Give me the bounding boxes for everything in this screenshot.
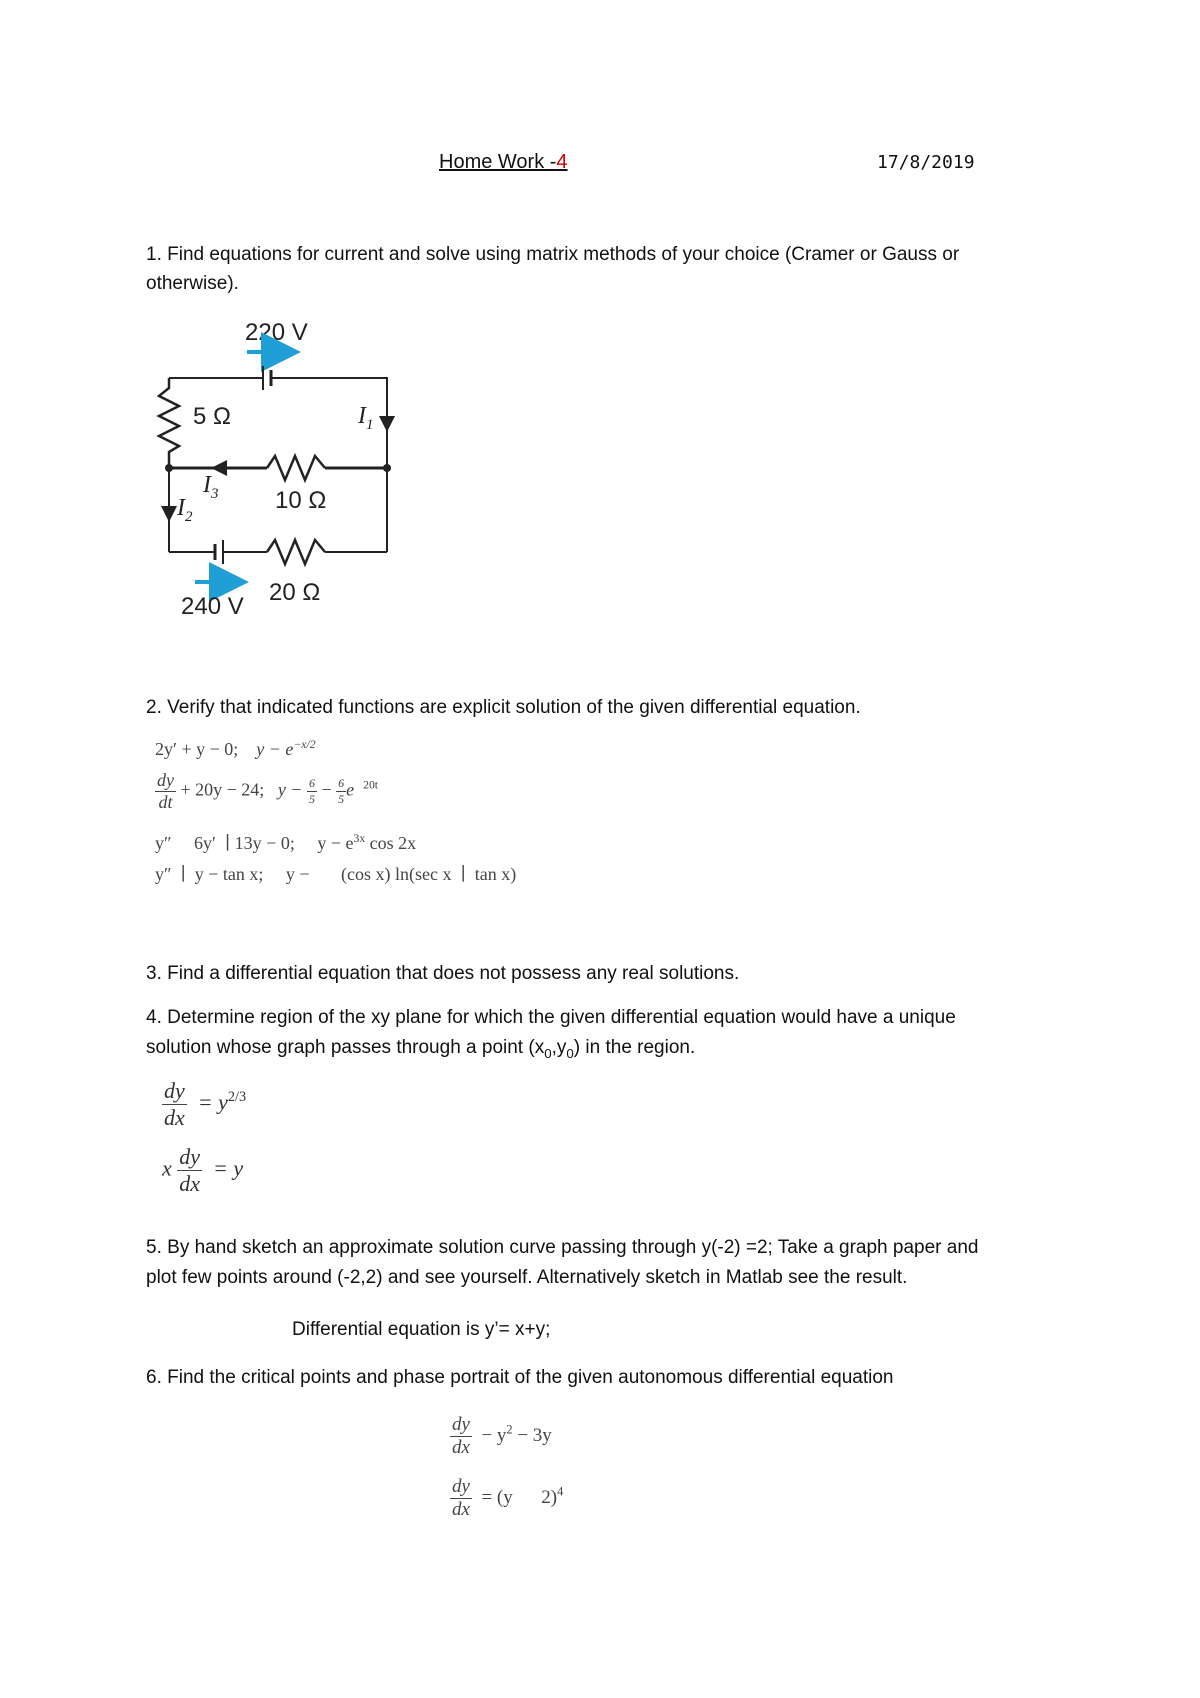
q2-eq2: [155, 770, 378, 813]
q2-eq2-e: e: [346, 779, 355, 800]
q3-text: Find a differential equation that does not possess any real solutions.: [167, 963, 740, 984]
q2-eq4: [155, 864, 516, 885]
q1-text-line1: Find equations for current and solve using matrix methods of your choice (Cramer or Gauss or: [167, 244, 960, 265]
q4-line1: [146, 1006, 956, 1030]
q6-eq2-rhs: = (y 2): [481, 1486, 558, 1508]
q6-eq1-tail: − 3y: [512, 1424, 552, 1446]
q5-text-line1: By hand sketch an approximate solution curve passing through y(-2) =2; Take a graph paper and: [167, 1237, 979, 1258]
title-prefix: Home Work -: [439, 151, 557, 173]
q6-eq1-frac: [450, 1414, 472, 1459]
q2-number: 2.: [146, 697, 162, 718]
q2-eq2-f2-den: 5: [338, 792, 345, 806]
q5-text-line2: plot few points around (-2,2) and see yourself. Alternatively sketch in Matlab see the result.: [146, 1267, 908, 1288]
resistor-10ohm: [267, 456, 325, 480]
q6-eq1-rhs: − y: [481, 1424, 507, 1446]
q2-eq2-exp: 20t: [363, 778, 379, 792]
current-i1-label: $I_1$: [358, 403, 374, 433]
q4-eq2-den: dx: [179, 1171, 201, 1196]
q4-line2-mid: ,y: [551, 1037, 567, 1058]
q4-eq1-rhs: = y: [197, 1089, 228, 1115]
q2-eq2-frac1: [307, 776, 317, 807]
q6-eq2-den: dx: [452, 1499, 470, 1520]
q6-eq1: [450, 1414, 552, 1459]
q6-eq2-num: dy: [452, 1476, 470, 1497]
resistor-5ohm-label: 5 Ω: [193, 403, 231, 430]
current-i3-label: $I_3$: [203, 472, 219, 502]
q2-eq2-num: dy: [157, 770, 174, 790]
q6-text: Find the critical points and phase portrait of the given autonomous differential equation: [167, 1367, 894, 1388]
q2-text: Verify that indicated functions are explicit solution of the given differential equation.: [167, 697, 861, 718]
q6-eq1-exp: 2: [506, 1422, 513, 1437]
q5-line1: [146, 1236, 978, 1260]
resistor-20ohm-label: 20 Ω: [269, 579, 321, 606]
resistor-10ohm-label: 10 Ω: [275, 487, 327, 514]
q4-line2-sub1: 0: [544, 1045, 552, 1061]
q4-eq1-frac: [162, 1078, 187, 1131]
q6-eq1-num: dy: [452, 1414, 470, 1435]
q2-eq2-frac2: [336, 776, 346, 807]
q2-eq2-frac: [155, 770, 176, 813]
q2-eq3: [155, 832, 416, 854]
q4-eq2-x: x: [162, 1155, 172, 1181]
q4-eq1-exp: 2/3: [227, 1089, 247, 1106]
q2-eq2-f1-den: 5: [308, 792, 315, 806]
current-i2-label: $I_2$: [177, 495, 193, 525]
q2-eq2-den: dt: [158, 792, 173, 812]
circuit-diagram: [145, 310, 405, 620]
q2-eq3-main: y″ 6y′ ∣ 13y − 0; y − e: [155, 833, 354, 853]
voltage-top-label: 220 V: [245, 319, 308, 346]
q2-eq1: [155, 738, 316, 760]
q2-eq2-f2-num: 6: [338, 776, 345, 790]
q4-eq2-num: dy: [179, 1144, 201, 1169]
date: 17/8/2019: [877, 152, 975, 173]
q2-eq2-rhs: y −: [277, 779, 307, 800]
q1-text-line2: otherwise).: [146, 273, 239, 294]
q5-text-line3: Differential equation is y’= x+y;: [292, 1319, 551, 1340]
q1-line1: [146, 243, 959, 267]
q4-eq2-rhs: = y: [213, 1155, 244, 1181]
q2-eq2-minus: −: [316, 779, 337, 800]
q4-eq2: [162, 1144, 243, 1197]
q2-eq1-lhs: 2y′ + y − 0;: [155, 739, 239, 759]
q4-line2: [146, 1036, 695, 1066]
resistor-5ohm: [159, 378, 179, 468]
q2-eq1-rhs: y − e: [256, 739, 294, 759]
page-title: [439, 150, 568, 174]
q4-line2-post: ) in the region.: [573, 1037, 696, 1058]
q6-eq2-frac: [450, 1476, 472, 1521]
q6-eq1-den: dx: [452, 1437, 470, 1458]
q3-line: [146, 962, 739, 986]
q4-eq1-num: dy: [164, 1078, 185, 1103]
q6-eq2: [450, 1476, 563, 1521]
q6-line: [146, 1366, 893, 1390]
q5-number: 5.: [146, 1237, 162, 1258]
q6-number: 6.: [146, 1367, 162, 1388]
title-number: 4: [556, 151, 568, 173]
voltage-bottom-label: 240 V: [181, 593, 244, 620]
q2-eq3-tail: cos 2x: [365, 833, 417, 853]
q4-text-line1: Determine region of the xy plane for which the given differential equation would have a unique: [167, 1007, 956, 1028]
q2-eq2-mid: + 20y − 24;: [180, 779, 265, 800]
q4-line2-pre: solution whose graph passes through a point (x: [146, 1037, 545, 1058]
q2-eq4-main: y″ ∣ y − tan x; y − (cos x) ln(sec x ∣ tan x): [155, 864, 517, 884]
q3-number: 3.: [146, 963, 162, 984]
q6-eq2-exp: 4: [557, 1484, 564, 1499]
q1-number: 1.: [146, 244, 162, 265]
q4-eq1: [162, 1078, 246, 1131]
q4-eq2-frac: [177, 1144, 202, 1197]
q2-eq2-f1-num: 6: [308, 776, 315, 790]
q4-eq1-den: dx: [164, 1105, 185, 1130]
resistor-20ohm: [267, 540, 325, 564]
q2-eq1-exp: −x/2: [293, 738, 316, 751]
q4-number: 4.: [146, 1007, 162, 1028]
q2-line: [146, 696, 861, 720]
q2-eq3-exp: 3x: [353, 832, 366, 845]
q4-line2-sub2: 0: [566, 1045, 574, 1061]
